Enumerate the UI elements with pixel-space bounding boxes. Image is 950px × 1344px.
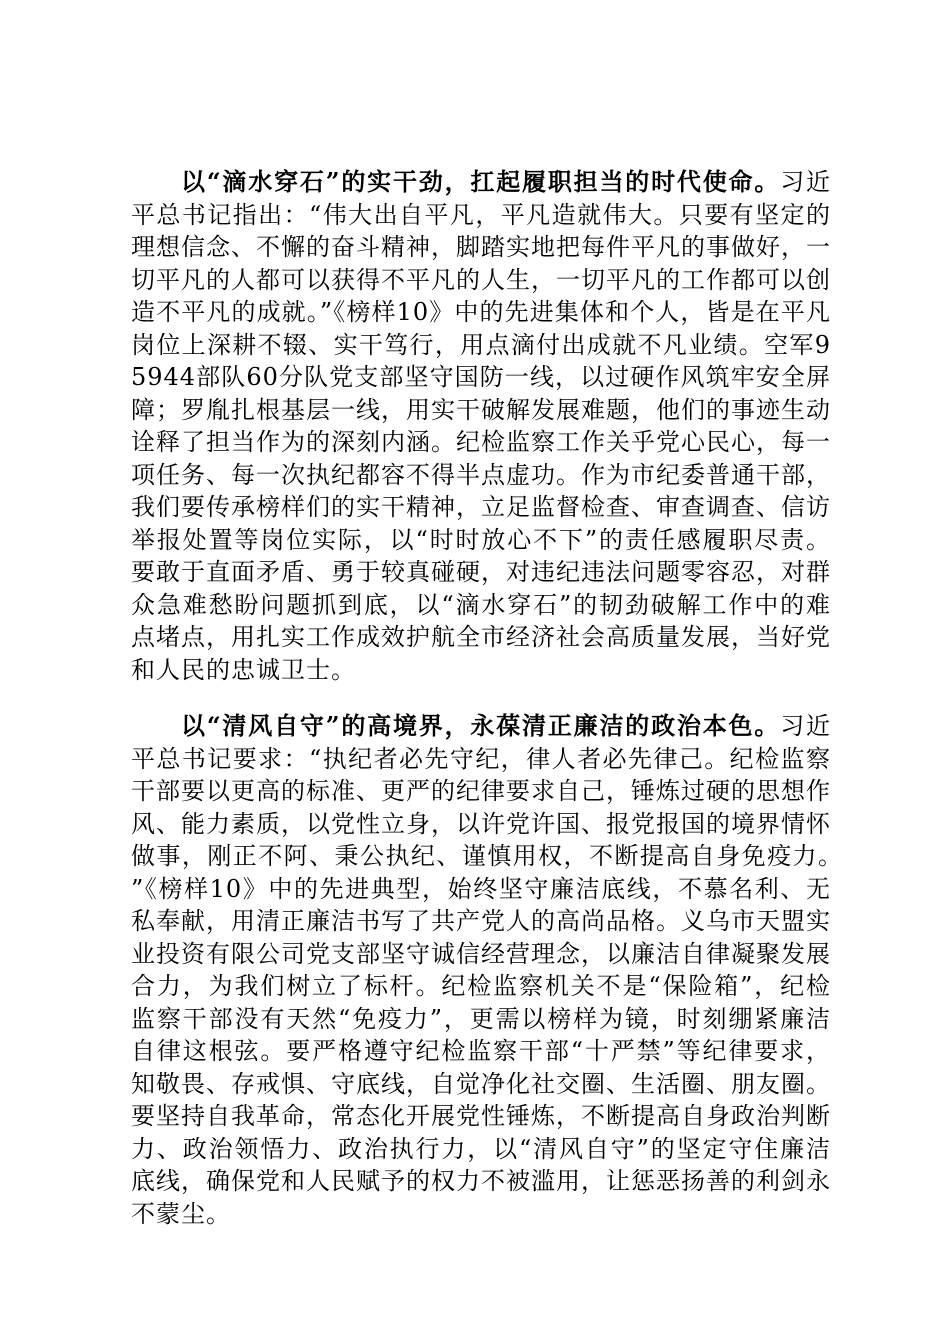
paragraph-1	[131, 166, 831, 686]
paragraph-1-heading: 以“滴水穿石”的实干劲，扛起履职担当的时代使命。	[181, 167, 781, 196]
paragraph-2-heading: 以“清风自守”的高境界，永葆清正廉洁的政治本色。	[181, 711, 781, 740]
paragraph-1-text: 习近平总书记指出：“伟大出自平凡，平凡造就伟大。只要有坚定的理想信念、不懈的奋斗精神，脚踏实地把每件平凡的事做好，一切平凡的人都可以获得不平凡的人生，一切平凡的工作都可以创造不平凡的成就。”《榜样10》中的先进集体和个人，皆是在平凡岗位上深耕不辍、实干笃行，用点滴付出成就不凡业绩。空军95944部队60分队党支部坚守国防一线，以过硬作风筑牢安全屏障；罗胤扎根基层一线，用实干破解发展难题，他们的事迹生动诠释了担当作为的深刻内涵。纪检监察工作关乎党心民心，每一项任务、每一次执纪都容不得半点虚功。作为市纪委普通干部，我们要传承榜样们的实干精神，立足监督检查、审查调查、信访举报处置等岗位实际，以“时时放心不下”的责任感履职尽责。要敢于直面矛盾、勇于较真碰硬，对违纪违法问题零容忍，对群众急难愁盼问题抓到底，以“滴水穿石”的韧劲破解工作中的难点堵点，用扎实工作成效护航全市经济社会高质量发展，当好党和人民的忠诚卫士。	[131, 168, 832, 684]
document-body	[131, 166, 831, 1230]
paragraph-2	[131, 710, 831, 1230]
paragraph-2-text: 习近平总书记要求：“执纪者必先守纪，律人者必先律己。纪检监察干部要以更高的标准、更严的纪律要求自己，锤炼过硬的思想作风、能力素质，以党性立身，以许党许国、报党报国的境界情怀做事，刚正不阿、秉公执纪、谨慎用权，不断提高自身免疫力。”《榜样10》中的先进典型，始终坚守廉洁底线，不慕名利、无私奉献，用清正廉洁书写了共产党人的高尚品格。义乌市天盟实业投资有限公司党支部坚守诚信经营理念，以廉洁自律凝聚发展合力，为我们树立了标杆。纪检监察机关不是“保险箱”，纪检监察干部没有天然“免疫力”，更需以榜样为镜，时刻绷紧廉洁自律这根弦。要严格遵守纪检监察干部“十严禁”等纪律要求，知敬畏、存戒惧、守底线，自觉净化社交圈、生活圈、朋友圈。要坚持自我革命，常态化开展党性锤炼，不断提高自身政治判断力、政治领悟力、政治执行力，以“清风自守”的坚定守住廉洁底线，确保党和人民赋予的权力不被滥用，让惩恶扬善的利剑永不蒙尘。	[131, 712, 832, 1228]
